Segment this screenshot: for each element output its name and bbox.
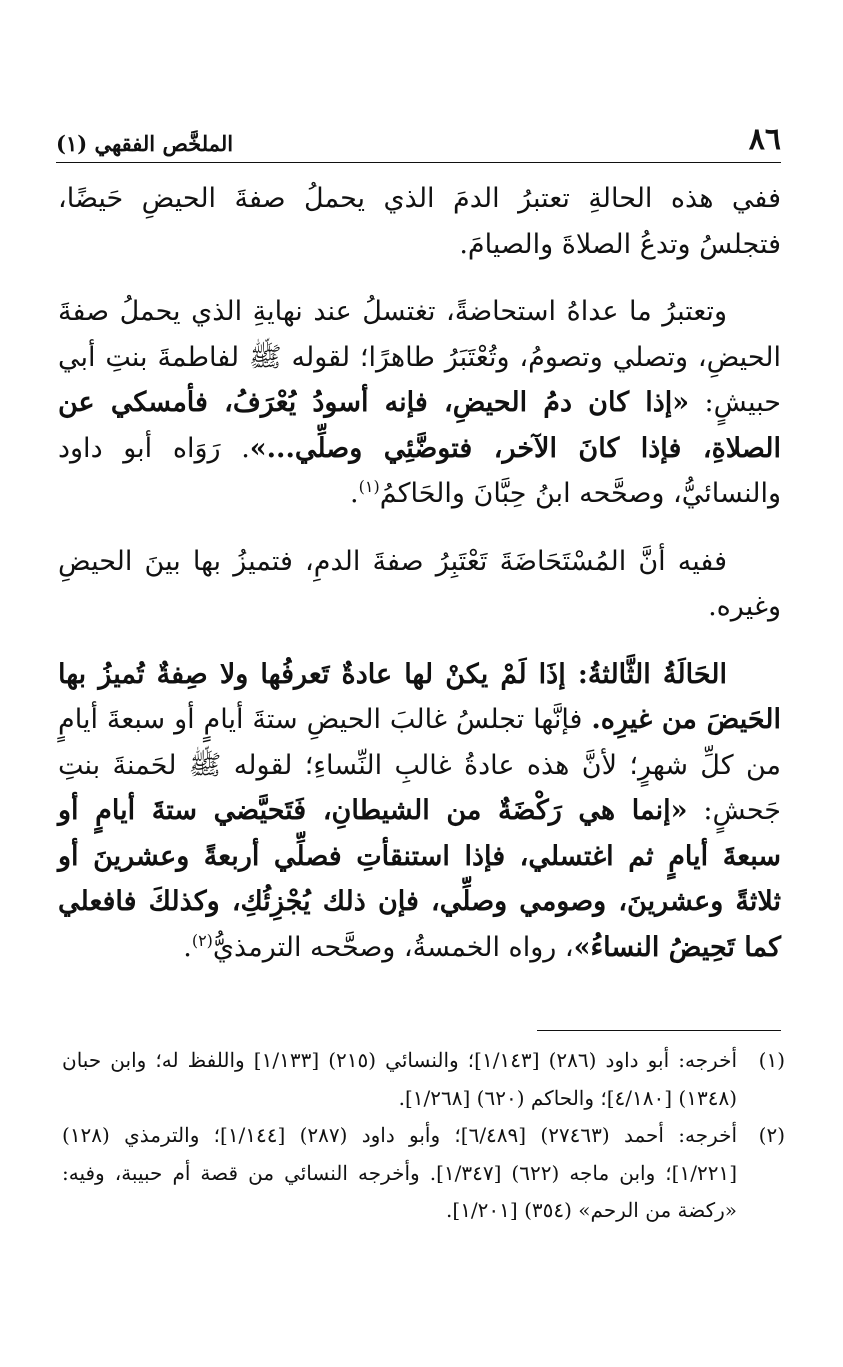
paragraph-3: ففيه أنَّ المُسْتَحَاضَةَ تَعْتَبِرُ صفةَ الدمِ، فتميزُ بها بينَ الحيضِ وغيره. [58, 545, 781, 622]
page-number: ٨٦ [748, 122, 781, 157]
paragraph-4-end: . [183, 931, 192, 963]
paragraph-2-text: وتعتبرُ ما عداهُ استحاضةً، تغتسلُ عند نهايةِ الذي يحملُ صفةَ الحيضِ، وتصلي وتصومُ، وتُعْتَبَرُ طاهرًا؛ لقوله ﷺ لفاطمةَ بنتِ أبي حبيشٍ: [58, 296, 781, 418]
footnote-number: (٢) [758, 1123, 785, 1147]
section-condition: إذَا لَمْ يكنْ لها عادةٌ تَعرفُها ولا صِفةٌ تُميزُ بها الحَيضَ من غيرِه. [58, 658, 781, 735]
section-label: الحَالَةُ الثَّالثةُ: [577, 658, 728, 690]
hadith-quote-1: «إذا كان دمُ الحيضِ، فإنه أسودُ يُعْرَفُ، فأمسكي عن الصلاةِ، فإذا كانَ الآخر، فتوضَّئِي وصلِّي...» [58, 387, 781, 464]
footnote-divider [537, 1030, 781, 1031]
paragraph-2 [58, 289, 781, 517]
footnote-1 [62, 1042, 785, 1117]
footnote-number: (١) [758, 1048, 785, 1072]
paragraph-4-source: ، رواه الخمسةُ، وصحَّحه الترمذيُّ [212, 931, 574, 963]
main-text [58, 176, 781, 992]
footnote-ref-2[interactable]: (٢) [191, 930, 213, 950]
footnote-2 [62, 1117, 785, 1230]
paragraph-2-source: . رَوَاه أبو داود والنسائيُّ، وصحَّحه ابنُ حِبَّانَ والحَاكمُ [58, 432, 781, 509]
footnotes [62, 1042, 785, 1230]
paragraph-1: ففي هذه الحالةِ تعتبرُ الدمَ الذي يحملُ صفةَ الحيضِ حَيضًا، فتجلسُ وتدعُ الصلاةَ والصيامَ. [58, 183, 781, 260]
paragraph-4-text: فإنَّها تجلسُ غالبَ الحيضِ ستةَ أيامٍ أو سبعةَ أيامٍ من كلِّ شهرٍ؛ لأنَّ هذه عادةُ غالبِ النِّساءِ؛ لقوله ﷺ لحَمنةَ بنتِ جَحشٍ: [58, 704, 781, 826]
period: . [350, 478, 359, 509]
hadith-quote-2: «إنما هي رَكْضَةٌ من الشيطانِ، فَتَحيَّضي ستةَ أيامٍ أو سبعةَ أيامٍ ثم اغتسلي، فإذا استنقأتِ فصلِّي أربعةً وعشرينَ أو ثلاثةً وعشرينَ، وصومي وصلِّي، فإن ذلك يُجْزِئُكِ، وكذلكَ فافعلي كما تَحِيضُ النساءُ» [58, 795, 781, 963]
paragraph-4 [58, 652, 781, 971]
footnote-text: أخرجه: أبو داود (٢٨٦) [١/١٤٣]؛ والنسائي (٢١٥) [١/١٣٣] واللفظ له؛ وابن حبان (١٣٤٨) [٤/١٨٠]؛ والحاكم (٦٢٠) [١/٢٦٨]. [62, 1048, 738, 1110]
footnote-text: أخرجه: أحمد (٢٧٤٦٣) [٦/٤٨٩]؛ وأبو داود (٢٨٧) [١/١٤٤]؛ والترمذي (١٢٨) [١/٢٢١]؛ وابن ماجه (٦٢٢) [١/٣٤٧]. وأخرجه النسائي من قصة أم حبيبة، وفيه: «ركضة من الرحم» (٣٥٤) [١/٢٠١]. [62, 1123, 738, 1222]
footnote-ref-1[interactable]: (١) [358, 477, 380, 496]
running-header [56, 122, 781, 163]
book-title: الملخَّص الفقهي (١) [56, 131, 234, 156]
